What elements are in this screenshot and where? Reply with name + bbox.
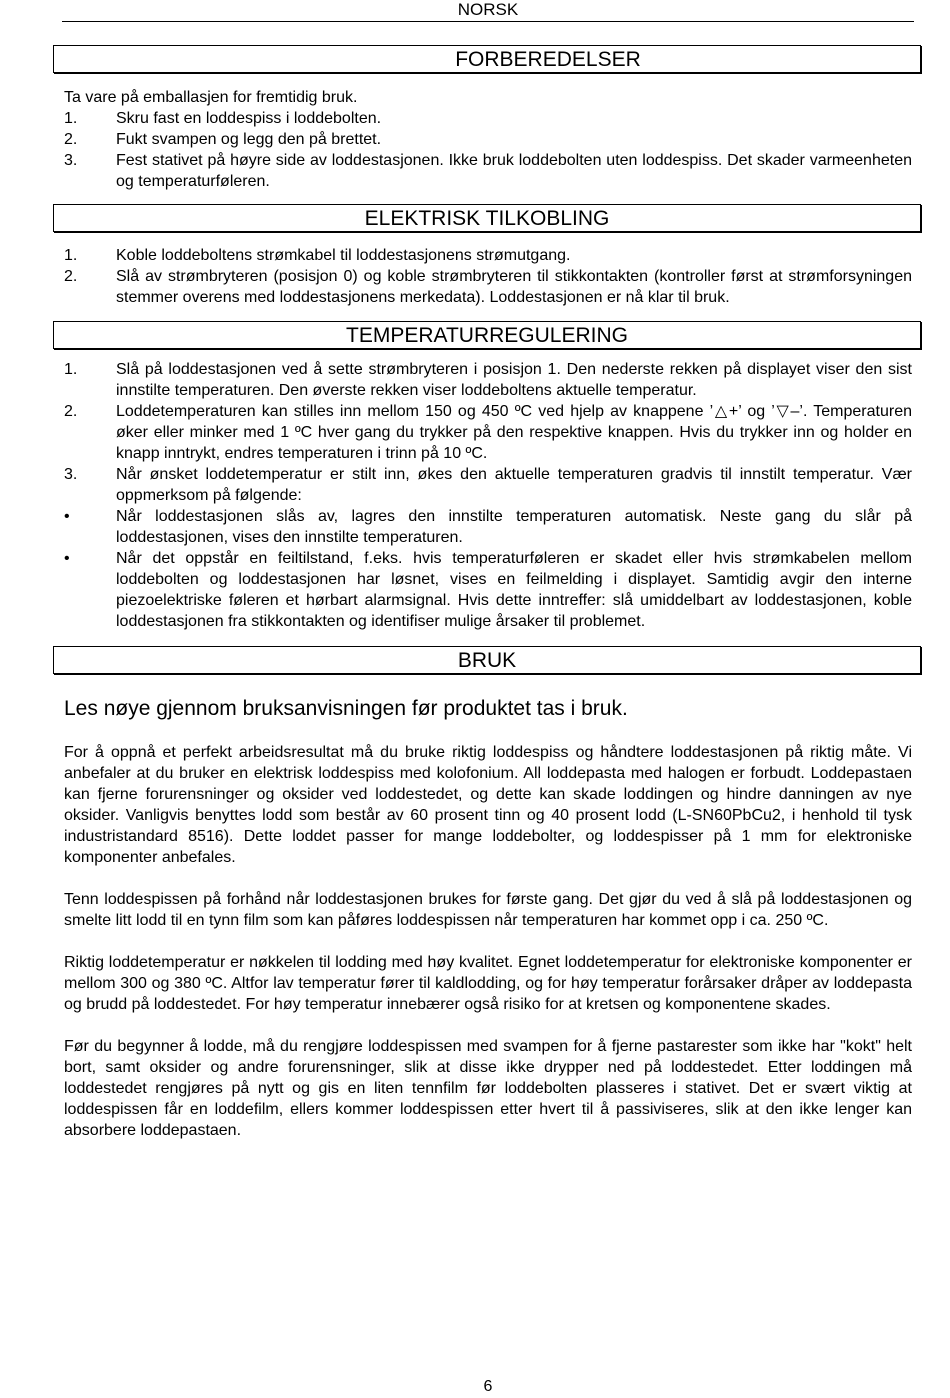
bullet-text: Når det oppstår en feiltilstand, f.eks. hvis temperaturføleren er skadet eller hvis strømkabelen mellom loddebolten og loddestasjonen har løsnet, vises en feilmelding i displayet. Samtidig avgir den interne piezoelektriske føleren et hørbart alarmsignal. Hvis dette inntreffer: slå umiddelbart av loddestasjonen, koble loddestasjonen fra stikkontakten og identifiser mulige årsaker til problemet. <box>116 550 912 630</box>
usage-paragraph: Riktig loddetemperatur er nøkkelen til lodding med høy kvalitet. Egnet loddetemperatur for elektroniske komponenter er mellom 300 og 380 ºC. Altfor lav temperatur fører til kaldlodding, og for høy temperatur forårsaker dråper av loddepasta og brudd på loddestedet. For høy temperatur innebærer også risiko for at kretsen og komponentene skades. <box>64 954 912 1013</box>
list-item <box>64 464 912 506</box>
list-item-number: 1. <box>64 361 78 378</box>
section-title-usage <box>53 646 921 674</box>
list-item-number: 2. <box>64 131 78 148</box>
usage-paragraph: Tenn loddespissen på forhånd når loddestasjonen brukes for første gang. Det gjør du ved å slå på loddestasjonen og smelte litt lodd til en tynn film som kan påføres loddespissen når temperaturen har kommet opp i ca. 250 ºC. <box>64 891 912 929</box>
list-item-text: Fest stativet på høyre side av loddestasjonen. Ikke bruk loddebolten uten loddespiss. Det skader varmeenheten og temperaturføleren. <box>116 152 912 190</box>
list-item-text: Koble loddeboltens strømkabel til loddestasjonens strømutgang. <box>116 247 571 264</box>
list-item-number: 2. <box>64 268 78 285</box>
list-item-text: Når ønsket loddetemperatur er stilt inn, økes den aktuelle temperaturen gradvis til innstilt temperatur. Vær oppmerksom på følgende: <box>116 466 912 504</box>
section-title-preparation <box>53 45 921 73</box>
list-item-number: 3. <box>64 152 78 169</box>
list-item-text: Loddetemperaturen kan stilles inn mellom 150 og 450 ºC ved hjelp av knappene ’△+’ og ’▽–’. Temperaturen øker eller minker med 1 ºC hver gang du trykker på den respektive knappen. Hvis du trykker inn og holder en knapp inntrykt, endres temperaturen i trinn på 10 ºC. <box>116 403 912 462</box>
list-item-text: Slå på loddestasjonen ved å sette strømbryteren i posisjon 1. Den nederste rekken på displayet viser den sist innstilte temperaturen. Den øverste rekken viser loddeboltens aktuelle temperatur. <box>116 361 912 399</box>
section-title-electrical <box>53 204 921 232</box>
section-title-electrical-text: ELEKTRISK TILKOBLING <box>364 207 610 230</box>
bullet-text: Når loddestasjonen slås av, lagres den innstilte temperaturen automatisk. Neste gang du slår på loddestasjonen, vises den innstilte temperaturen. <box>116 508 912 546</box>
list-item-text: Skru fast en loddespiss i loddebolten. <box>116 110 382 127</box>
list-item <box>64 150 912 192</box>
section-title-temperature <box>53 321 921 349</box>
page-number: 6 <box>483 1378 493 1395</box>
section-title-preparation-text: FORBEREDELSER <box>455 48 641 71</box>
list-item <box>64 359 912 401</box>
section-title-usage-text: BRUK <box>457 649 517 672</box>
usage-paragraph: Før du begynner å lodde, må du rengjøre loddespissen med svampen for å fjerne pastarester som ikke har "kokt" helt bort, samt oksider og andre forurensninger, slik at disse ikke drypper ned på loddestedet. Etter loddingen må loddestedet rengjøres på nytt og gis en liten tennfilm før loddebolten plasseres i stativet. Det er svært viktig at loddespissen får en loddefilm, ellers kommer loddespissen etter hvert til å passiviseres, slik at den ikke lenger kan absorbere loddepastaen. <box>64 1038 912 1139</box>
list-item <box>64 245 912 266</box>
list-item-text: Slå av strømbryteren (posisjon 0) og koble strømbryteren til stikkontakten (kontroller først at strømforsyningen stemmer overens med loddestasjonens merkedata). Loddestasjonen er nå klar til bruk. <box>116 268 912 306</box>
list-item <box>64 129 912 150</box>
header-language: NORSK <box>457 0 519 19</box>
usage-subheading: Les nøye gjennom bruksanvisningen før produktet tas i bruk. <box>64 697 628 720</box>
list-item <box>64 266 912 308</box>
usage-paragraph: For å oppnå et perfekt arbeidsresultat må du bruke riktig loddespiss og håndtere loddestasjonen på riktig måte. Vi anbefaler at du bruker en elektrisk loddespiss med kolofonium. All loddepasta med halogen er forbudt. Loddepastaen kan fjerne forurensninger og oksider ved loddestedet, og dette kan skade loddingen og hindre danningen av nye oksider. Vanligvis benyttes lodd som består av 60 prosent tinn og 40 prosent lodd (L-SN60PbCu2, i henhold til tysk industristandard 8516). Dette loddet passer for mange loddebolter, og loddespisser på 1 mm for elektroniske komponenter anbefales. <box>64 744 912 866</box>
list-item-number: 1. <box>64 110 78 127</box>
list-item <box>64 401 912 464</box>
bullet-item <box>64 548 912 632</box>
document-body <box>64 44 912 1141</box>
preparation-intro: Ta vare på emballasjen for fremtidig bruk. <box>64 89 358 106</box>
header-rule <box>62 21 914 22</box>
list-item <box>64 108 912 129</box>
list-item-number: 2. <box>64 403 78 420</box>
bullet-icon: • <box>64 550 70 567</box>
bullet-item <box>64 506 912 548</box>
list-item-number: 1. <box>64 247 78 264</box>
section-title-temperature-text: TEMPERATURREGULERING <box>346 324 628 347</box>
bullet-icon: • <box>64 508 70 525</box>
list-item-text: Fukt svampen og legg den på brettet. <box>116 131 382 148</box>
list-item-number: 3. <box>64 466 78 483</box>
